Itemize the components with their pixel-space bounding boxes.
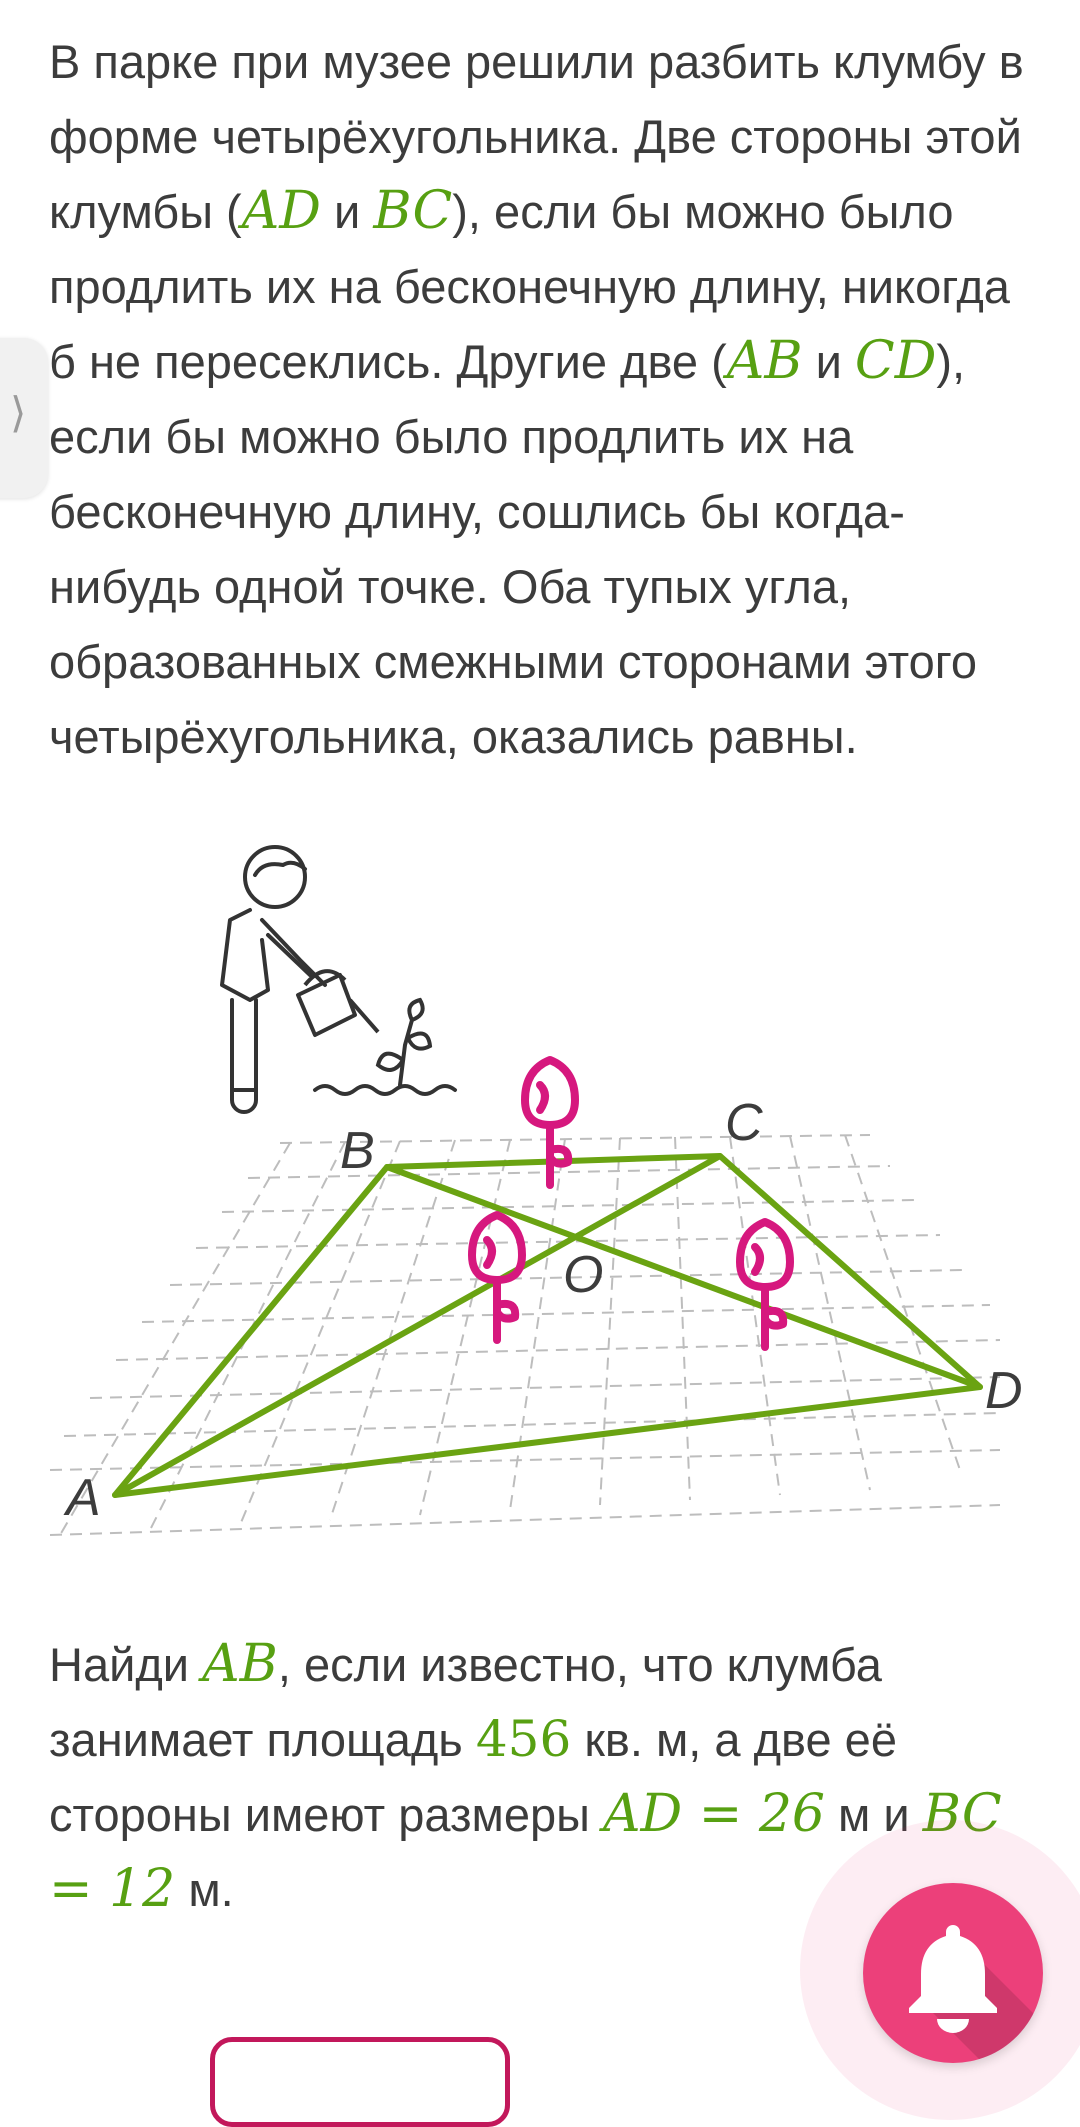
diagonal-ac — [115, 1156, 720, 1495]
rose-icon — [472, 1215, 522, 1340]
intersection-label-o: O — [563, 1246, 604, 1304]
math-cd: CD — [854, 331, 937, 391]
math-ab: AB — [202, 1634, 278, 1694]
rose-icon — [525, 1060, 575, 1185]
problem-text-intro: В парке при музее решили разбить клумбу в форме четырёхугольника. Две стороны этой клумбы (AD и BC), если бы можно было продлить их на бесконечную длину, никогда б не пересеклись. Другие две (AB и CD), если бы можно было продлить их на бесконечную длину, сошлись бы когда-нибудь одной точке. Оба тупых угла, образованных смежными сторонами этого четырёхугольника, оказались равны. — [49, 35, 1024, 763]
math-ab: AB — [726, 331, 803, 391]
answer-input[interactable] — [210, 2037, 510, 2127]
notification-button[interactable] — [863, 1883, 1043, 2063]
perspective-grid — [50, 1135, 1000, 1535]
problem-question: Найди AB, если известно, что клумба занимает площадь 456 кв. м, а две её стороны имеют размеры AD = 26 м и BC = 12 м. — [49, 1634, 1002, 1919]
vertex-label-a: A — [66, 1469, 101, 1527]
sprout-icon — [315, 1000, 455, 1094]
math-ad-length: AD = 26 — [602, 1784, 825, 1844]
watering-can-icon — [298, 971, 378, 1035]
math-bc-length: BC = 12 — [49, 1784, 1002, 1919]
bell-icon — [863, 1883, 1043, 2063]
math-bc: BC — [373, 181, 453, 241]
chevron-right-icon: ⟩ — [10, 388, 27, 437]
rose-icon — [740, 1222, 790, 1347]
side-panel-tab[interactable] — [0, 338, 48, 498]
math-ad: AD — [241, 181, 321, 241]
math-area: 456 — [475, 1710, 572, 1768]
vertex-label-c: C — [725, 1094, 763, 1152]
vertex-label-b: B — [340, 1122, 375, 1180]
trapezoid-figure — [0, 820, 1080, 1560]
vertex-label-d: D — [985, 1362, 1023, 1420]
